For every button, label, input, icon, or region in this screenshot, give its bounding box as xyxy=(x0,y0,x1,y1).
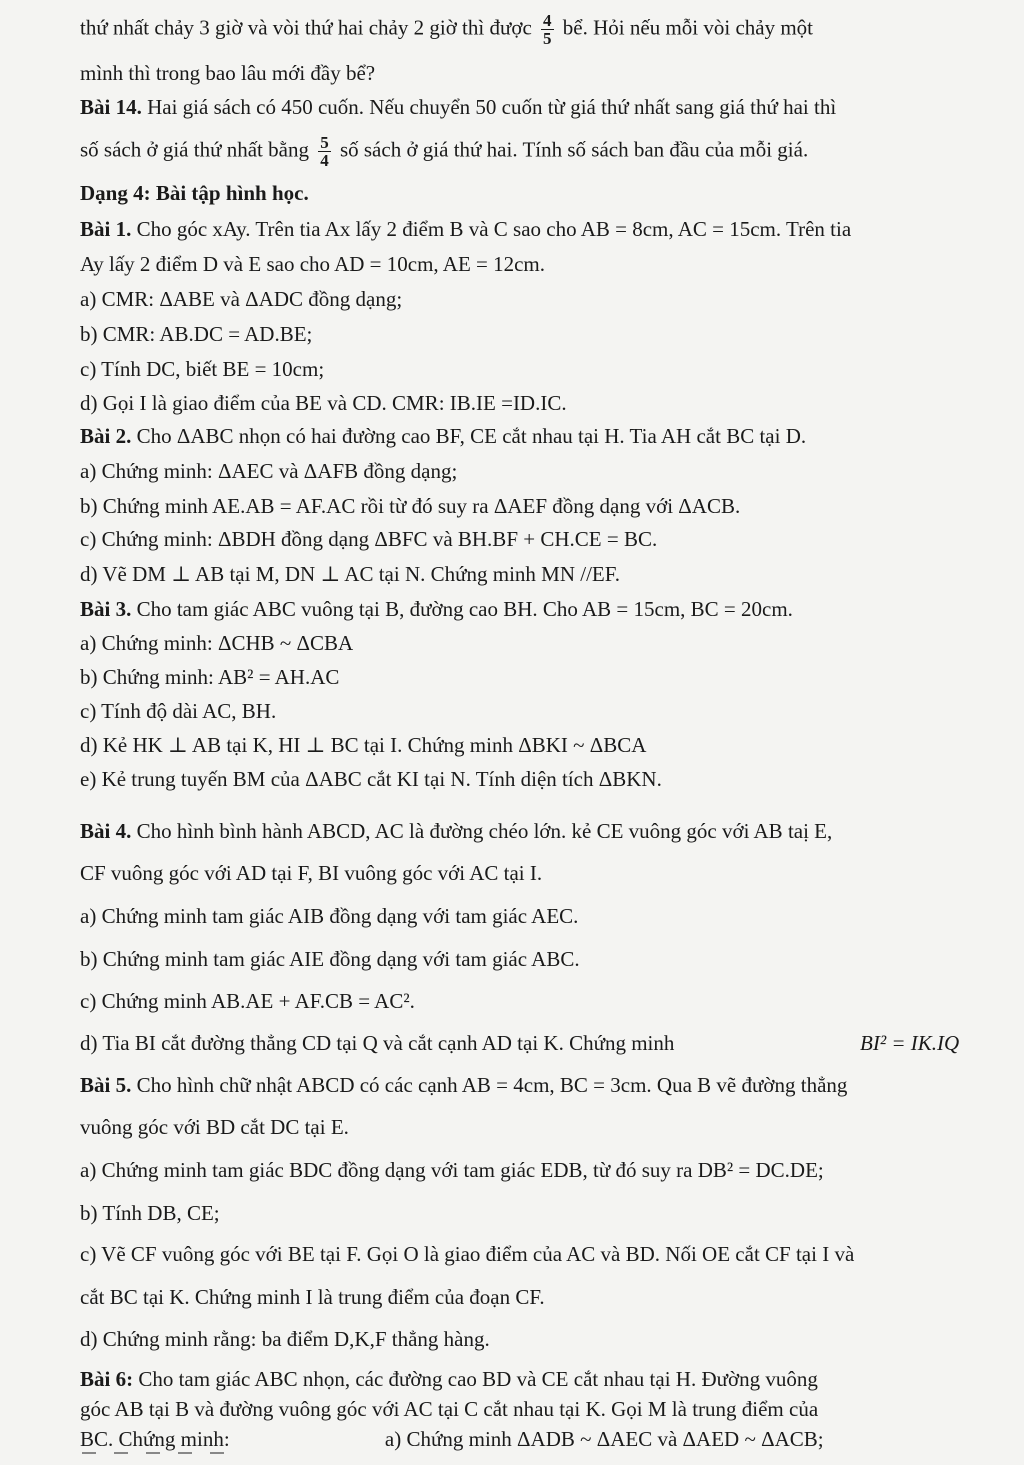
problem-3: Bài 3. Cho tam giác ABC vuông tại B, đường cao BH. Cho AB = 15cm, BC = 20cm. xyxy=(80,597,793,621)
text-line: d) Tia BI cắt đường thẳng CD tại Q và cắt cạnh AD tại K. Chứng minh BI² = IK.IQ xyxy=(80,1031,960,1055)
text-line: góc AB tại B và đường vuông góc với AC tại C cắt nhau tại K. Gọi M là trung điểm của xyxy=(80,1397,819,1421)
problem-label: Bài 14. xyxy=(80,95,142,119)
text-line: b) Chứng minh: AB² = AH.AC xyxy=(80,665,340,689)
text-line: b) Chứng minh tam giác AIE đồng dạng với tam giác ABC. xyxy=(80,947,580,971)
text-line: CF vuông góc với AD tại F, BI vuông góc với AC tại I. xyxy=(80,861,543,885)
text-line: a) Chứng minh tam giác AIB đồng dạng với tam giác AEC. xyxy=(80,904,579,928)
problem-label: Bài 5. xyxy=(80,1073,132,1097)
text-line: BC. Chứng minh: a) Chứng minh ΔADB ~ ΔAEC và ΔAED ~ ΔACB; xyxy=(80,1427,824,1451)
text-line: a) Chứng minh tam giác BDC đồng dạng với tam giác EDB, từ đó suy ra DB² = DC.DE; xyxy=(80,1158,824,1182)
section-heading: Dạng 4: Bài tập hình học. xyxy=(80,181,309,205)
problem-label: Bài 4. xyxy=(80,819,132,843)
text-line: cắt BC tại K. Chứng minh I là trung điểm của đoạn CF. xyxy=(80,1285,545,1309)
text-line: a) Chứng minh: ΔCHB ~ ΔCBA xyxy=(80,631,354,655)
text-line: thứ nhất chảy 3 giờ và vòi thứ hai chảy 2 giờ thì được $\frac{4}{5}$ bể. Hỏi nếu mỗi vòi chảy một xyxy=(80,11,814,48)
text-line: c) Tính độ dài AC, BH. xyxy=(80,699,277,723)
text-line: d) Vẽ DM ⊥ AB tại M, DN ⊥ AC tại N. Chứng minh MN //EF. xyxy=(80,562,621,586)
text-line: c) Chứng minh AB.AE + AF.CB = AC². xyxy=(80,989,415,1013)
problem-1: Bài 1. Cho góc xAy. Trên tia Ax lấy 2 điểm B và C sao cho AB = 8cm, AC = 15cm. Trên tia xyxy=(80,217,852,241)
text-line: c) Tính DC, biết BE = 10cm; xyxy=(80,357,325,381)
text-line: số sách ở giá thứ nhất bằng $\frac{5}{4}$ số sách ở giá thứ hai. Tính số sách ban đầu của mỗi giá. xyxy=(80,133,809,170)
fraction: $\frac{4}{5}$ xyxy=(543,11,552,48)
text-line: Ay lấy 2 điểm D và E sao cho AD = 10cm, AE = 12cm. xyxy=(80,252,546,276)
text-line: e) Kẻ trung tuyến BM của ΔABC cắt KI tại N. Tính diện tích ΔBKN. xyxy=(80,767,662,791)
text-line: a) Chứng minh: ΔAEC và ΔAFB đồng dạng; xyxy=(80,459,458,483)
text-line: c) Chứng minh: ΔBDH đồng dạng ΔBFC và BH.BF + CH.CE = BC. xyxy=(80,527,658,551)
text-line: mình thì trong bao lâu mới đầy bể? xyxy=(80,61,376,85)
problem-label: Bài 6: xyxy=(80,1367,134,1391)
text-line: d) Gọi I là giao điểm của BE và CD. CMR: IB.IE =ID.IC. xyxy=(80,391,567,415)
fraction: $\frac{5}{4}$ xyxy=(320,133,329,170)
text-line: vuông góc với BD cắt DC tại E. xyxy=(80,1115,349,1139)
problem-label: Bài 2. xyxy=(80,424,132,448)
text-line: b) Chứng minh AE.AB = AF.AC rồi từ đó suy ra ΔAEF đồng dạng với ΔACB. xyxy=(80,494,741,518)
problem-14: Bài 14. Hai giá sách có 450 cuốn. Nếu chuyển 50 cuốn từ giá thứ nhất sang giá thứ hai thì xyxy=(80,95,837,119)
problem-label: Bài 3. xyxy=(80,597,132,621)
equation: BI² = IK.IQ xyxy=(860,1031,960,1055)
problem-6: Bài 6: Cho tam giác ABC nhọn, các đường cao BD và CE cắt nhau tại H. Đường vuông xyxy=(80,1367,818,1391)
text-line: d) Kẻ HK ⊥ AB tại K, HI ⊥ BC tại I. Chứng minh ΔBKI ~ ΔBCA xyxy=(80,733,647,757)
problem-4: Bài 4. Cho hình bình hành ABCD, AC là đường chéo lớn. kẻ CE vuông góc với AB taị E, xyxy=(80,819,833,843)
text-line: c) Vẽ CF vuông góc với BE tại F. Gọi O là giao điểm của AC và BD. Nối OE cắt CF tại I và xyxy=(80,1242,855,1266)
text-line: a) CMR: ΔABE và ΔADC đồng dạng; xyxy=(80,287,403,311)
cropped-text-fragment xyxy=(82,1452,302,1458)
text-line: b) Tính DB, CE; xyxy=(80,1201,220,1225)
text-line: d) Chứng minh rằng: ba điểm D,K,F thẳng hàng. xyxy=(80,1327,490,1351)
text-line: b) CMR: AB.DC = AD.BE; xyxy=(80,322,313,346)
problem-label: Bài 1. xyxy=(80,217,132,241)
problem-5: Bài 5. Cho hình chữ nhật ABCD có các cạnh AB = 4cm, BC = 3cm. Qua B vẽ đường thẳng xyxy=(80,1073,848,1097)
problem-2: Bài 2. Cho ΔABC nhọn có hai đường cao BF, CE cắt nhau tại H. Tia AH cắt BC tại D. xyxy=(80,424,807,448)
